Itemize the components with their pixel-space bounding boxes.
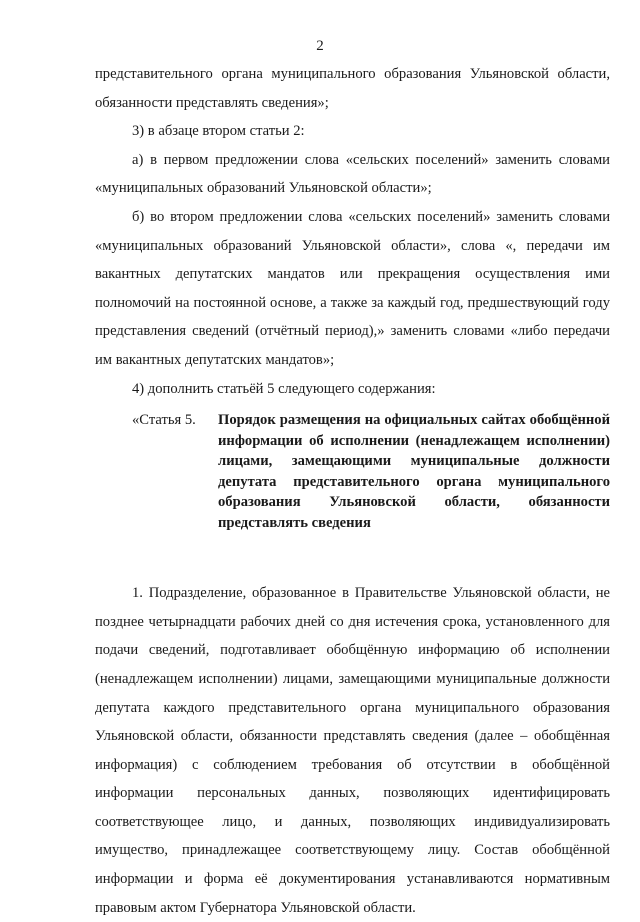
paragraph-item-3: 3) в абзаце втором статьи 2: [132, 123, 305, 140]
paragraph-item-3a: а) в первом предложении слова «сельских поселений» заменить словами «муниципальных образований Ульяновской области»; [95, 151, 610, 197]
article-title: Порядок размещения на официальных сайтах обобщённой информации об исполнении (ненадлежащем исполнении) лицами, замещающими муниципальные должности депутата представительного органа муниципального образования Ульяновской области, обязанности представлять сведения [218, 412, 610, 531]
document-body [95, 60, 610, 922]
paragraph-article-clause-1: 1. Подразделение, образованное в Правительстве Ульяновской области, не позднее четырнадцати рабочих дней со дня истечения срока, установленного для подачи сведений, подготавливает обобщённую информацию об исполнении (ненадлежащем исполнении) лицами, замещающими муниципальные должности депутата каждого представительного органа муниципального образования Ульяновской области, обязанности представлять сведения (далее – обобщённая информация) с соблюдением требования об отсутствии в обобщённой информации персональных данных, позволяющих идентифицировать соответствующее лицо, и данных, позволяющих индивидуализировать имущество, принадлежащее соответствующему лицу. Состав обобщённой информации и форма её документирования устанавливаются нормативным правовым актом Губернатора Ульяновской области. [95, 585, 610, 916]
article-label: «Статья 5. [132, 412, 196, 429]
paragraph-item-3b: б) во втором предложении слова «сельских поселений» заменить словами «муниципальных образований Ульяновской области», слова «, передачи им вакантных депутатских мандатов или прекращения осуществления ими полномочий на постоянной основе, а также за каждый год, предшествующий году представления сведений (отчётный период),» заменить словами «либо передачи им вакантных депутатских мандатов»; [95, 208, 610, 368]
article-heading [95, 410, 610, 533]
page-number: 2 [316, 38, 324, 54]
paragraph-item-4: 4) дополнить статьёй 5 следующего содержания: [132, 380, 436, 397]
paragraph-continuation: представительного органа муниципального образования Ульяновской области, обязанности представлять сведения»; [95, 66, 610, 111]
